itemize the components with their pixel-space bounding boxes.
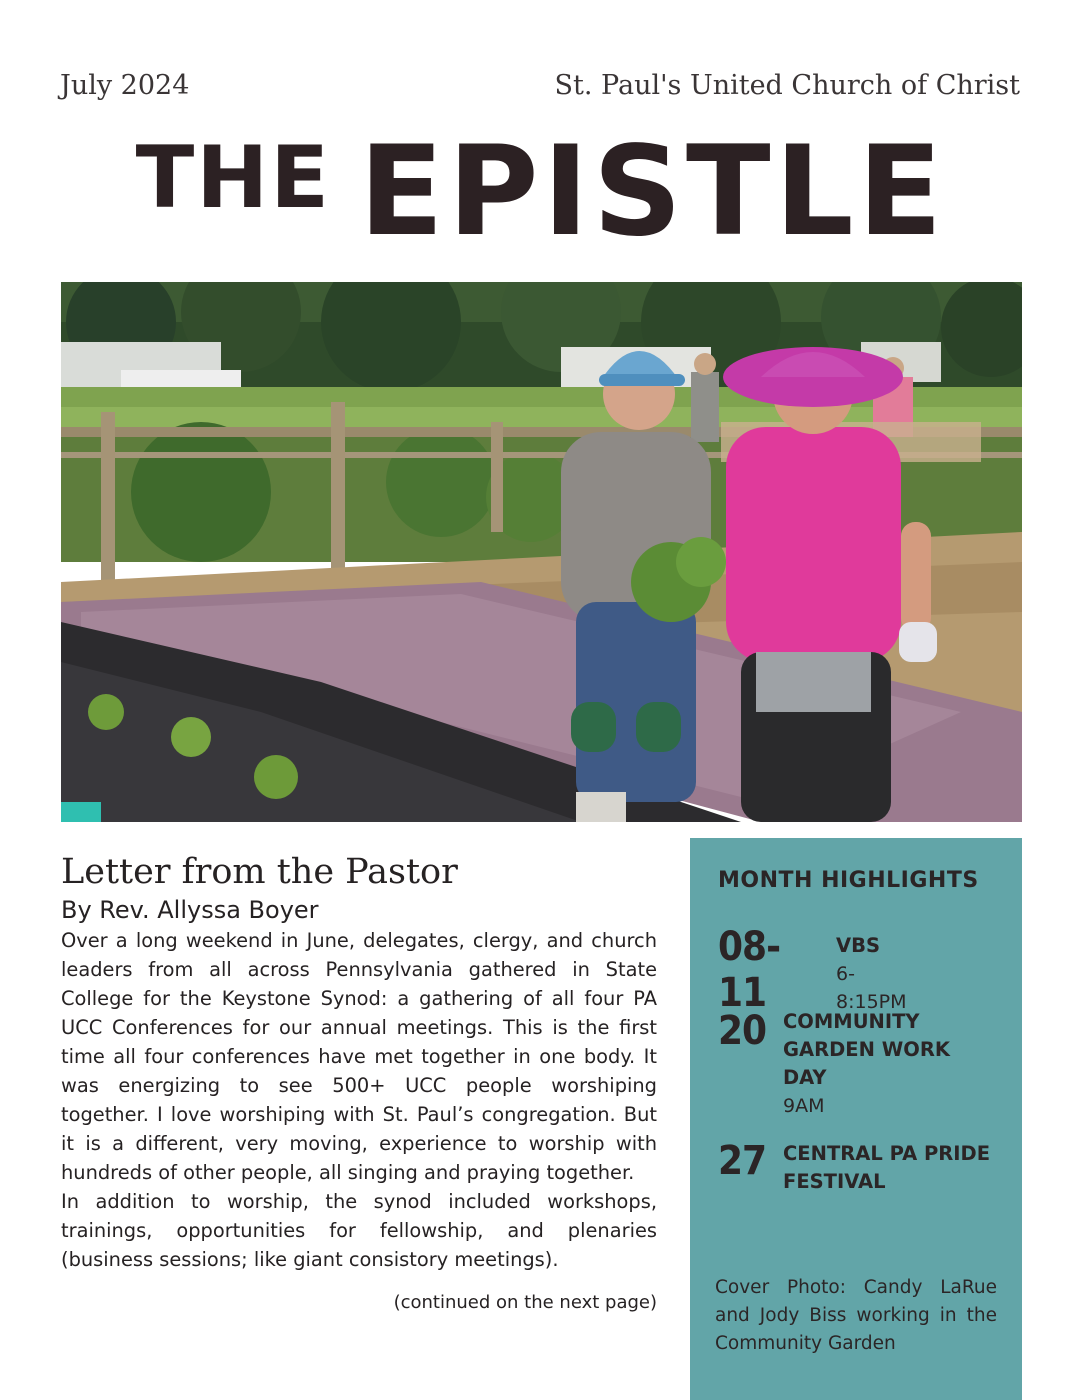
newsletter-masthead: [0, 120, 1082, 264]
event-date: 20: [718, 1008, 767, 1054]
cover-photo: [61, 282, 1022, 822]
cover-photo-caption: Cover Photo: Candy LaRue and Jody Biss working in the Community Garden: [715, 1277, 997, 1354]
event-date: 08-11: [718, 924, 781, 1016]
event-name: CENTRAL PA PRIDE FESTIVAL: [783, 1142, 991, 1193]
letter-heading: Letter from the Pastor: [61, 852, 458, 892]
event-time: 6-8:15PM: [836, 963, 907, 1013]
event-date: 27: [718, 1138, 767, 1184]
letter-paragraph: In addition to worship, the synod included workshops, trainings, opportunities for fellowship, and plenaries (business sessions; like giant consistory meetings).: [61, 1190, 657, 1271]
garden-photo-illustration: [61, 282, 1022, 822]
continued-note: (continued on the next page): [393, 1292, 657, 1313]
event-time: 9AM: [783, 1095, 825, 1117]
highlights-title: MONTH HIGHLIGHTS: [718, 868, 979, 893]
church-name: St. Paul's United Church of Christ: [554, 70, 1020, 101]
letter-paragraph: Over a long weekend in June, delegates, clergy, and church leaders from all across Pennsylvania gathered in State College for the Keystone Synod: a gathering of all four PA UCC Conferences for our annual meetings. This is the first time all four conferences have met together in one body. It was energizing to see 500+ UCC people worshiping together. I love worshiping with St. Paul’s congregation. But it is a different, very moving, experience to worship with hundreds of other people, all singing and praying together.: [61, 929, 657, 1184]
pastor-letter: [61, 850, 657, 1313]
month-highlights-panel: [690, 838, 1022, 1400]
letter-byline: By Rev. Allyssa Boyer: [61, 896, 319, 924]
event-name: VBS: [836, 934, 880, 957]
event-name: COMMUNITY GARDEN WORK DAY: [783, 1010, 950, 1089]
masthead-the: THE: [135, 128, 332, 228]
issue-date: July 2024: [60, 70, 190, 101]
masthead-epistle: EPISTLE: [359, 120, 947, 264]
